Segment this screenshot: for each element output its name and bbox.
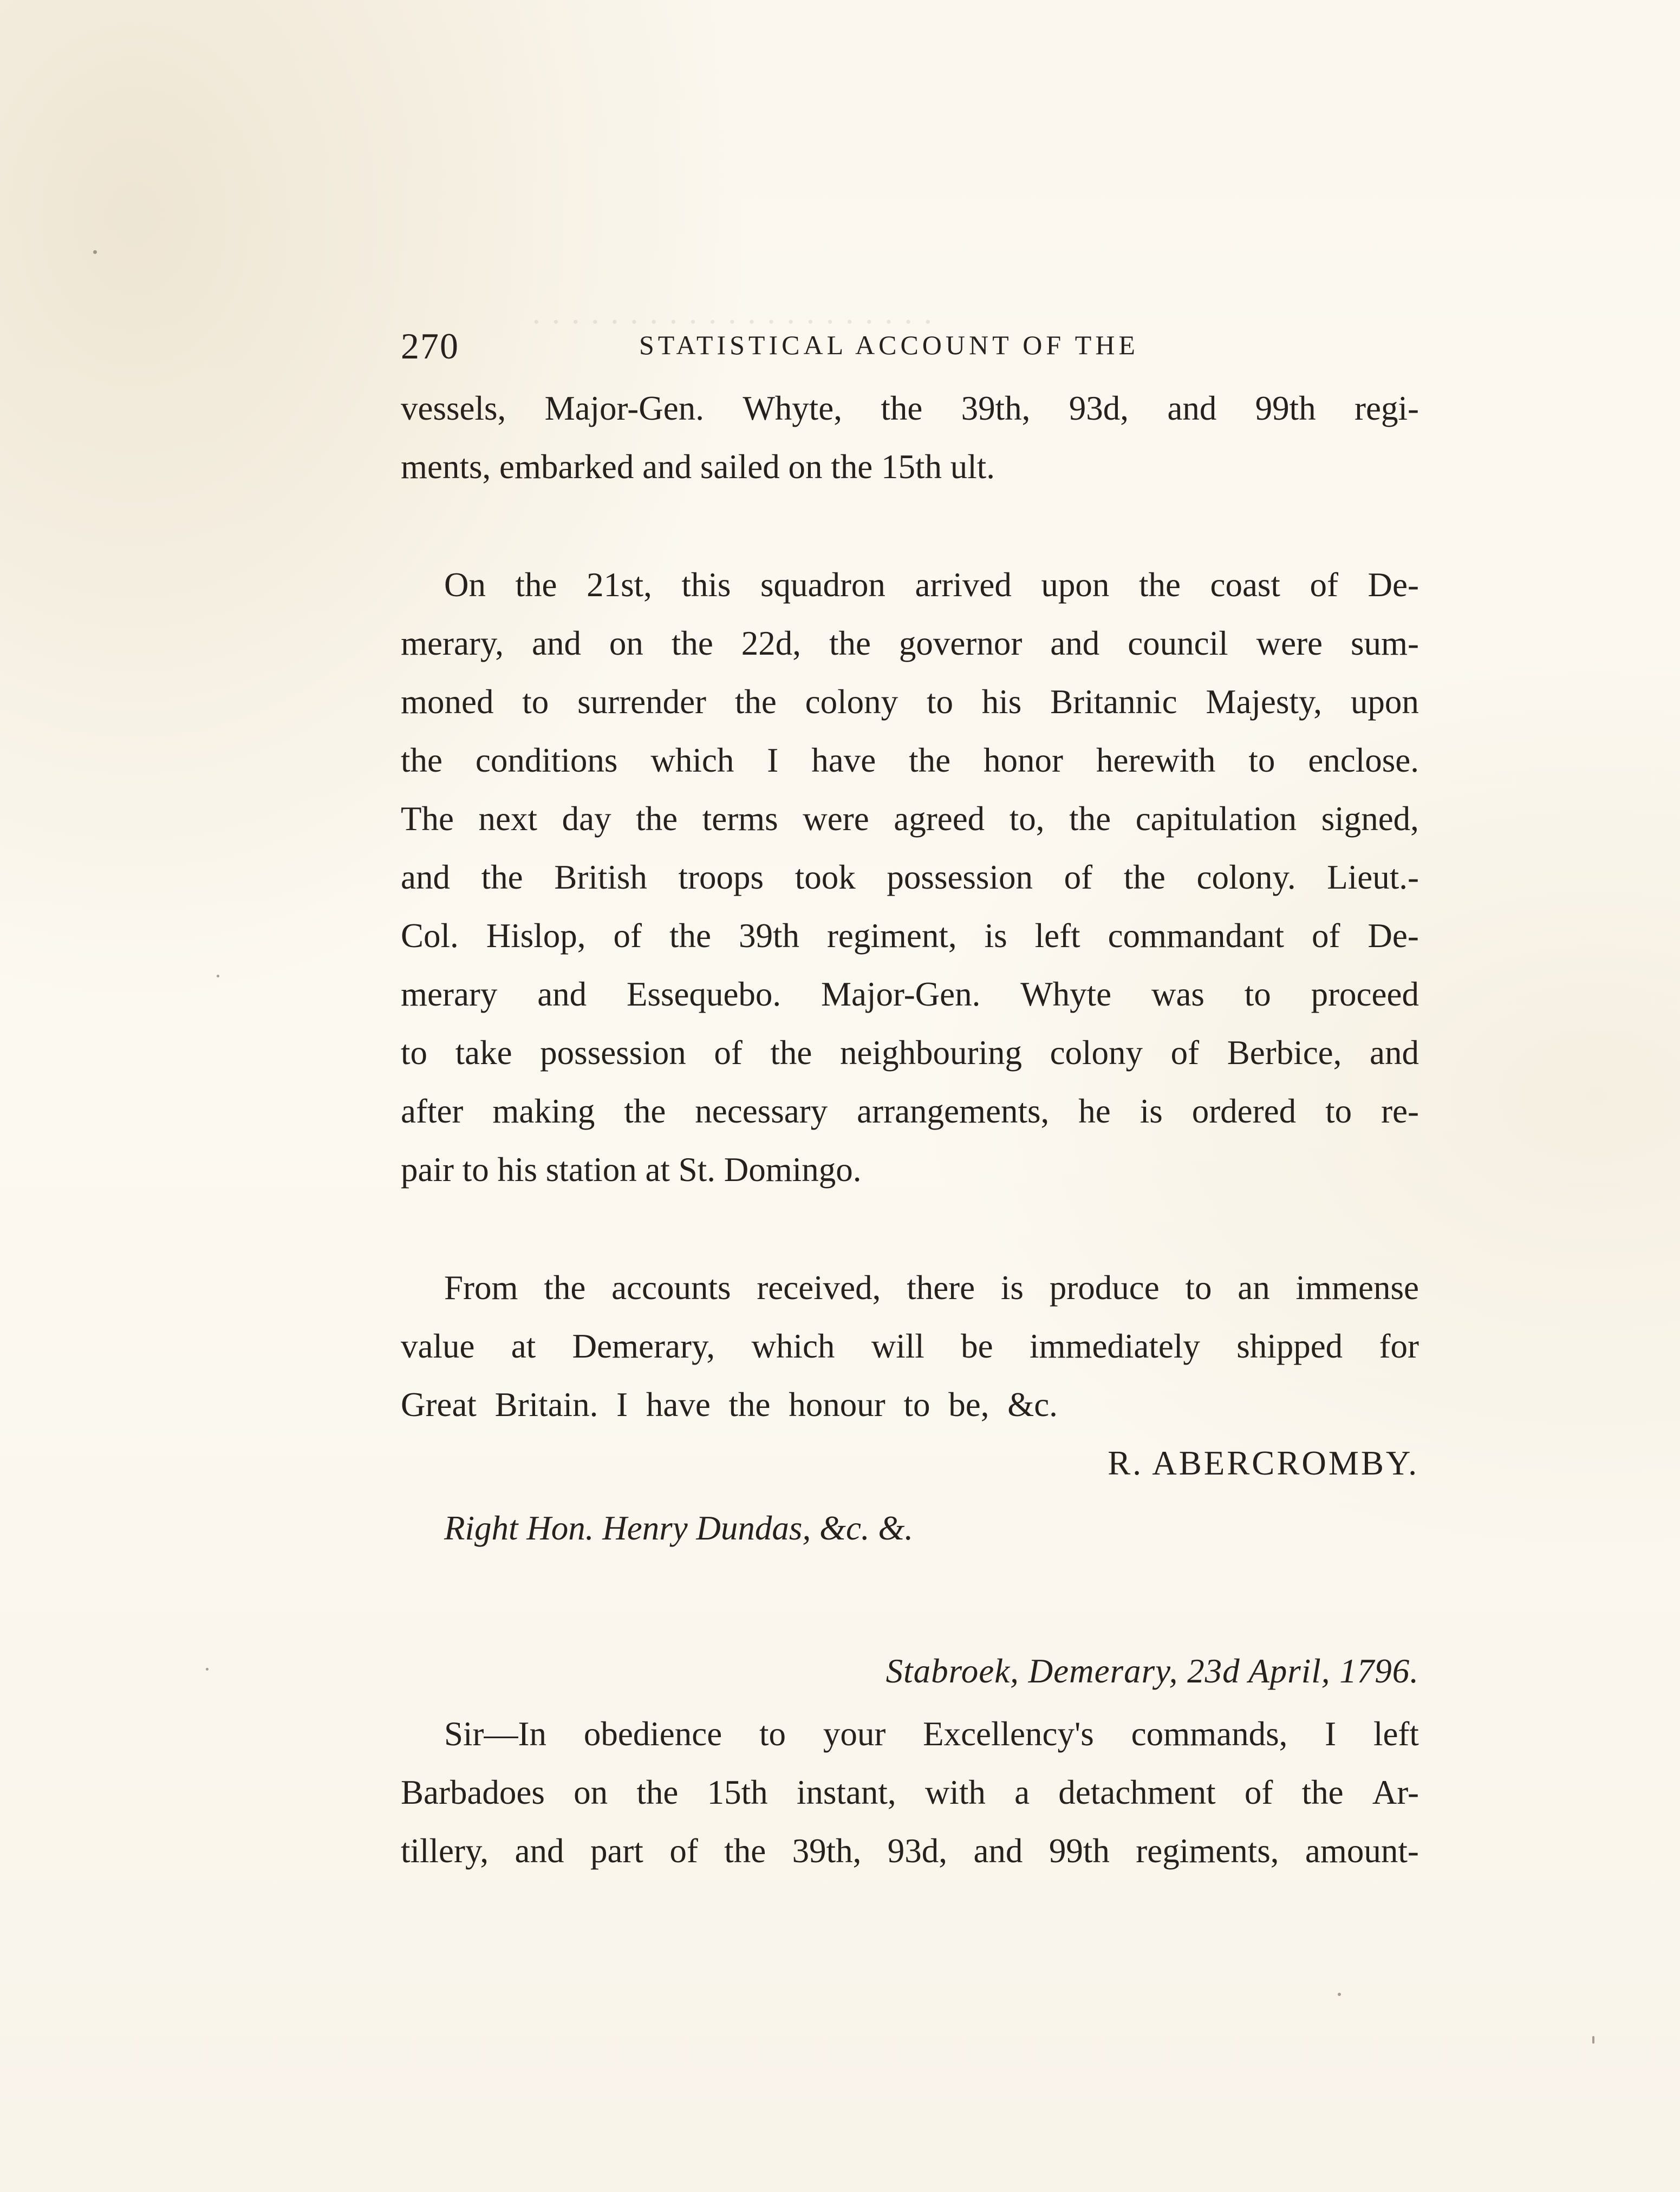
word: I (1325, 1715, 1337, 1753)
word: immense (1295, 1269, 1419, 1307)
word: Col. (401, 917, 459, 955)
addressee: Right Hon. Henry Dundas, &c. &. (444, 1509, 914, 1547)
paper-speck (1592, 2036, 1594, 2044)
word: the (401, 741, 442, 779)
word: necessary (695, 1092, 828, 1130)
text-line (401, 1822, 1419, 1880)
word: regiments, (1136, 1832, 1279, 1870)
text-line (444, 1258, 1419, 1317)
word: with (924, 1773, 986, 1811)
word: 99th (1049, 1832, 1110, 1870)
text-line (401, 614, 1419, 673)
word: a (1014, 1773, 1030, 1811)
word: is (984, 917, 1007, 955)
word: colony (805, 683, 898, 721)
text-line: pair to his station at St. Domingo. (401, 1151, 862, 1189)
word: he (1078, 1092, 1111, 1130)
word: the (1301, 1773, 1344, 1811)
word: 22d, (741, 624, 802, 662)
word: of (1244, 1773, 1273, 1811)
word: of (1064, 858, 1093, 896)
word: left (1034, 917, 1080, 955)
word: produce (1049, 1269, 1160, 1307)
word: commandant (1108, 917, 1284, 955)
word: De- (1368, 566, 1419, 604)
word: obedience (583, 1715, 722, 1753)
word: which (751, 1327, 835, 1365)
word: vessels, (401, 389, 506, 427)
word: next (478, 800, 538, 838)
word: to (759, 1715, 786, 1753)
word: Lieut.- (1327, 858, 1419, 896)
paper-speck (93, 250, 97, 254)
text-line (401, 379, 1419, 438)
word: be (961, 1327, 993, 1365)
word: regiment, (826, 917, 957, 955)
text-line (401, 965, 1419, 1023)
text-line: Great Britain. I have the honour to be, &c. (401, 1386, 1058, 1424)
word: I (767, 741, 779, 779)
word: the (624, 1092, 666, 1130)
word: the (671, 624, 713, 662)
word: on (609, 624, 643, 662)
signature: R. ABERCROMBY. (1108, 1444, 1419, 1482)
word: colony (1050, 1034, 1143, 1072)
word: council (1128, 624, 1228, 662)
word: regi- (1355, 389, 1419, 427)
word: commands, (1131, 1715, 1288, 1753)
page-header (401, 325, 1495, 368)
word: to (522, 683, 549, 721)
word: at (511, 1327, 536, 1365)
word: there (907, 1269, 975, 1307)
word: ordered (1191, 1092, 1297, 1130)
word: making (492, 1092, 595, 1130)
word: detachment (1058, 1773, 1216, 1811)
word: of (1310, 566, 1338, 604)
word: merary (401, 975, 498, 1013)
word: take (455, 1034, 512, 1072)
word: which (650, 741, 734, 779)
word: the (1123, 858, 1165, 896)
page-number: 270 (401, 325, 459, 367)
word: the (544, 1269, 586, 1307)
word: Demerary, (572, 1327, 715, 1365)
word: were (1256, 624, 1323, 662)
word: the (1138, 566, 1181, 604)
word: of (613, 917, 642, 955)
word: on (574, 1773, 608, 1811)
word: this (681, 566, 731, 604)
word: moned (401, 683, 494, 721)
word: instant, (796, 1773, 896, 1811)
word: Ar- (1372, 1773, 1419, 1811)
word: and (1369, 1034, 1419, 1072)
word: were (803, 800, 869, 838)
word: signed, (1321, 800, 1419, 838)
word: upon (1350, 683, 1419, 721)
word: for (1379, 1327, 1419, 1365)
word: the (829, 624, 871, 662)
word: part (590, 1832, 643, 1870)
word: will (871, 1327, 924, 1365)
word: accounts (611, 1269, 731, 1307)
word: the (909, 741, 951, 779)
word: left (1373, 1715, 1419, 1753)
word: troops (678, 858, 764, 896)
word: re- (1381, 1092, 1419, 1130)
word: Hislop, (486, 917, 586, 955)
running-title: STATISTICAL ACCOUNT OF THE (639, 330, 1139, 360)
word: agreed (894, 800, 985, 838)
word: immediately (1029, 1327, 1200, 1365)
word: to (1185, 1269, 1212, 1307)
word: possession (540, 1034, 686, 1072)
word: proceed (1311, 975, 1419, 1013)
word: Major-Gen. (544, 389, 704, 427)
word: your (823, 1715, 886, 1753)
word: upon (1041, 566, 1110, 604)
word: colony. (1196, 858, 1296, 896)
word: of (669, 1832, 698, 1870)
word: and (1167, 389, 1217, 427)
word: The (401, 800, 454, 838)
word: sum- (1350, 624, 1419, 662)
word: Essequebo. (626, 975, 782, 1013)
word: Whyte, (743, 389, 842, 427)
word: and (973, 1832, 1023, 1870)
word: amount- (1305, 1832, 1419, 1870)
word: the (515, 566, 557, 604)
word: 39th (738, 917, 799, 955)
word: the (770, 1034, 812, 1072)
word: and (532, 624, 581, 662)
word: and (537, 975, 587, 1013)
word: to, (1009, 800, 1045, 838)
word: of (1170, 1034, 1200, 1072)
word: to (1244, 975, 1271, 1013)
dateline: Stabroek, Demerary, 23d April, 1796. (885, 1652, 1419, 1690)
word: 15th (707, 1773, 768, 1811)
paper-speck (1338, 1993, 1341, 1996)
word: 39th, (792, 1832, 862, 1870)
word: to (1248, 741, 1275, 779)
word: arrived (915, 566, 1012, 604)
text-line (444, 556, 1419, 614)
word: and (515, 1832, 564, 1870)
word: Major-Gen. (821, 975, 981, 1013)
word: squadron (760, 566, 885, 604)
word: herewith (1096, 741, 1216, 779)
word: Whyte (1020, 975, 1112, 1013)
text-line (401, 1082, 1419, 1140)
word: the (1069, 800, 1111, 838)
text-line (401, 1317, 1419, 1375)
word: day (562, 800, 611, 838)
word: neighbouring (840, 1034, 1022, 1072)
word: On (444, 566, 486, 604)
word: his (981, 683, 1022, 721)
text-line (401, 790, 1419, 848)
word: British (554, 858, 647, 896)
word: the (636, 800, 678, 838)
word: an (1238, 1269, 1270, 1307)
word: the (881, 389, 923, 427)
word: conditions (475, 741, 618, 779)
word: to (401, 1034, 428, 1072)
word: governor (898, 624, 1023, 662)
text-line (401, 673, 1419, 731)
word: took (795, 858, 856, 896)
word: received, (757, 1269, 881, 1307)
word: and (401, 858, 450, 896)
word: De- (1368, 917, 1419, 955)
text-line: ments, embarked and sailed on the 15th ult. (401, 448, 995, 486)
word: of (1311, 917, 1340, 955)
word: value (401, 1327, 475, 1365)
paper-speck (217, 975, 219, 977)
word: the (724, 1832, 766, 1870)
word: 39th, (961, 389, 1031, 427)
word: 21st, (587, 566, 652, 604)
word: possession (887, 858, 1033, 896)
word: Britannic (1050, 683, 1177, 721)
word: Excellency's (923, 1715, 1094, 1753)
word: Majesty, (1206, 683, 1323, 721)
word: the (669, 917, 711, 955)
word: the (636, 1773, 679, 1811)
word: merary, (401, 624, 504, 662)
word: the (481, 858, 523, 896)
word: Sir—In (444, 1715, 546, 1753)
word: 93d, (887, 1832, 948, 1870)
word: capitulation (1135, 800, 1297, 838)
word: have (811, 741, 876, 779)
text-line (444, 1705, 1419, 1763)
text-line (401, 848, 1419, 906)
word: to (1325, 1092, 1352, 1130)
word: Barbadoes (401, 1773, 545, 1811)
word: enclose. (1308, 741, 1419, 779)
word: was (1151, 975, 1204, 1013)
word: surrender (577, 683, 707, 721)
word: after (401, 1092, 464, 1130)
word: arrangements, (857, 1092, 1050, 1130)
word: Berbice, (1227, 1034, 1342, 1072)
word: of (714, 1034, 743, 1072)
word: coast (1210, 566, 1280, 604)
text-line (401, 1763, 1419, 1822)
word: tillery, (401, 1832, 489, 1870)
word: is (1000, 1269, 1024, 1307)
text-line (401, 1023, 1419, 1082)
text-line (401, 906, 1419, 965)
word: 99th (1255, 389, 1316, 427)
word: and (1050, 624, 1100, 662)
word: shipped (1236, 1327, 1343, 1365)
word: honor (984, 741, 1064, 779)
word: is (1139, 1092, 1163, 1130)
word: terms (702, 800, 778, 838)
word: the (734, 683, 777, 721)
word: From (444, 1269, 518, 1307)
text-line (401, 731, 1419, 790)
show-through-decoration: · · · · · · · · · · · · · · · · · · · · · (531, 304, 934, 341)
word: to (926, 683, 953, 721)
paper-speck (206, 1668, 209, 1671)
word: 93d, (1069, 389, 1129, 427)
